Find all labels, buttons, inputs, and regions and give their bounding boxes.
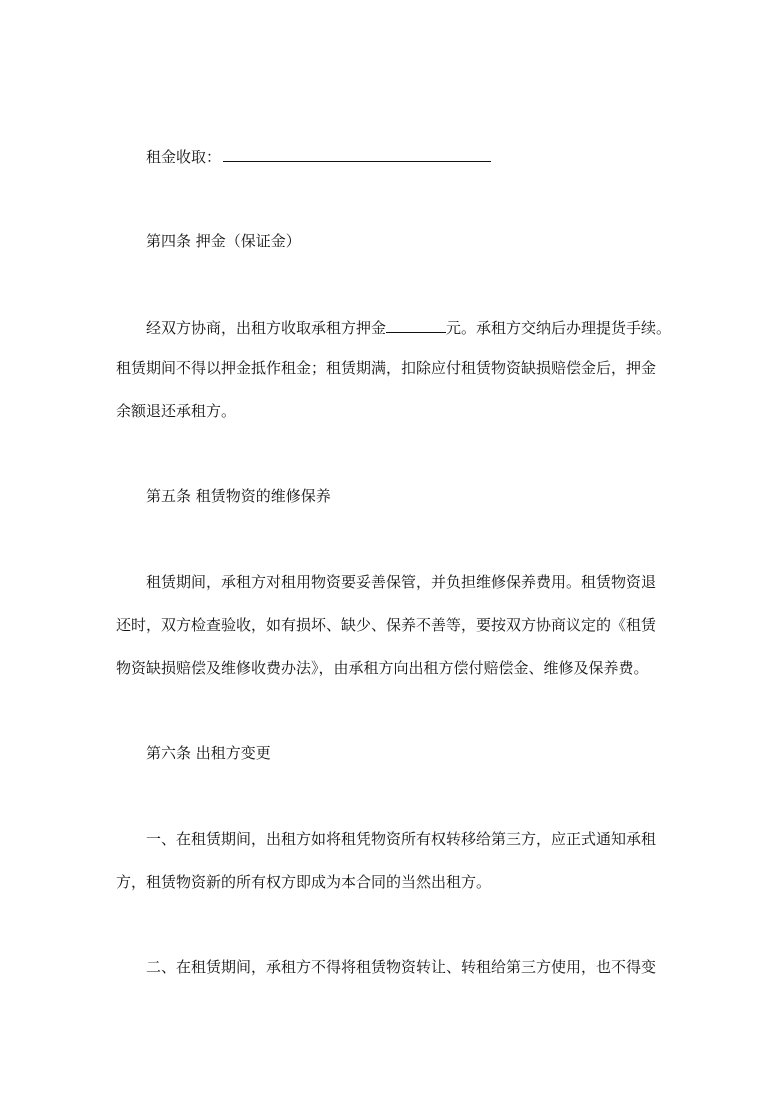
article-6-item-1-line-2: 方，租赁物资新的所有权方即成为本合同的当然出租方。 bbox=[116, 873, 492, 891]
deposit-text-after: 元。承租方交纳后办理提货手续。 bbox=[446, 319, 672, 337]
article-4-para-line-1 bbox=[146, 316, 692, 336]
article-6-item-1-line-1: 一、在租赁期间，出租方如将租凭物资所有权转移给第三方，应正式通知承租 bbox=[146, 830, 657, 848]
rent-collection-label: 租金收取： bbox=[146, 148, 222, 166]
article-5-title: 第五条 租赁物资的维修保养 bbox=[146, 487, 331, 505]
article-4-para-line-2: 租赁期间不得以押金抵作租金；租赁期满，扣除应付租赁物资缺损赔偿金后，押金 bbox=[116, 359, 657, 377]
article-5-para-line-1: 租赁期间，承租方对租用物资要妥善保管，并负担维修保养费用。租赁物资退 bbox=[146, 573, 657, 591]
article-5-para-line-2: 还时，双方检查验收，如有损坏、缺少、保养不善等，要按双方协商议定的《租赁 bbox=[116, 616, 657, 634]
article-5-para-line-3: 物资缺损赔偿及维修收费办法》，由承租方向出租方偿付赔偿金、维修及保养费。 bbox=[116, 659, 649, 677]
rent-collection-line bbox=[146, 145, 692, 165]
article-6-item-2-line-1: 二、在租赁期间，承租方不得将租赁物资转让、转租给第三方使用，也不得变 bbox=[146, 958, 657, 976]
deposit-amount-blank bbox=[386, 316, 446, 333]
article-4-para-line-3: 余额退还承租方。 bbox=[116, 402, 237, 420]
rent-collection-blank bbox=[223, 145, 491, 162]
deposit-text-before: 经双方协商，出租方收取承租方押金 bbox=[146, 319, 387, 337]
article-4-title: 第四条 押金（保证金） bbox=[146, 232, 301, 250]
article-6-title: 第六条 出租方变更 bbox=[146, 744, 271, 762]
